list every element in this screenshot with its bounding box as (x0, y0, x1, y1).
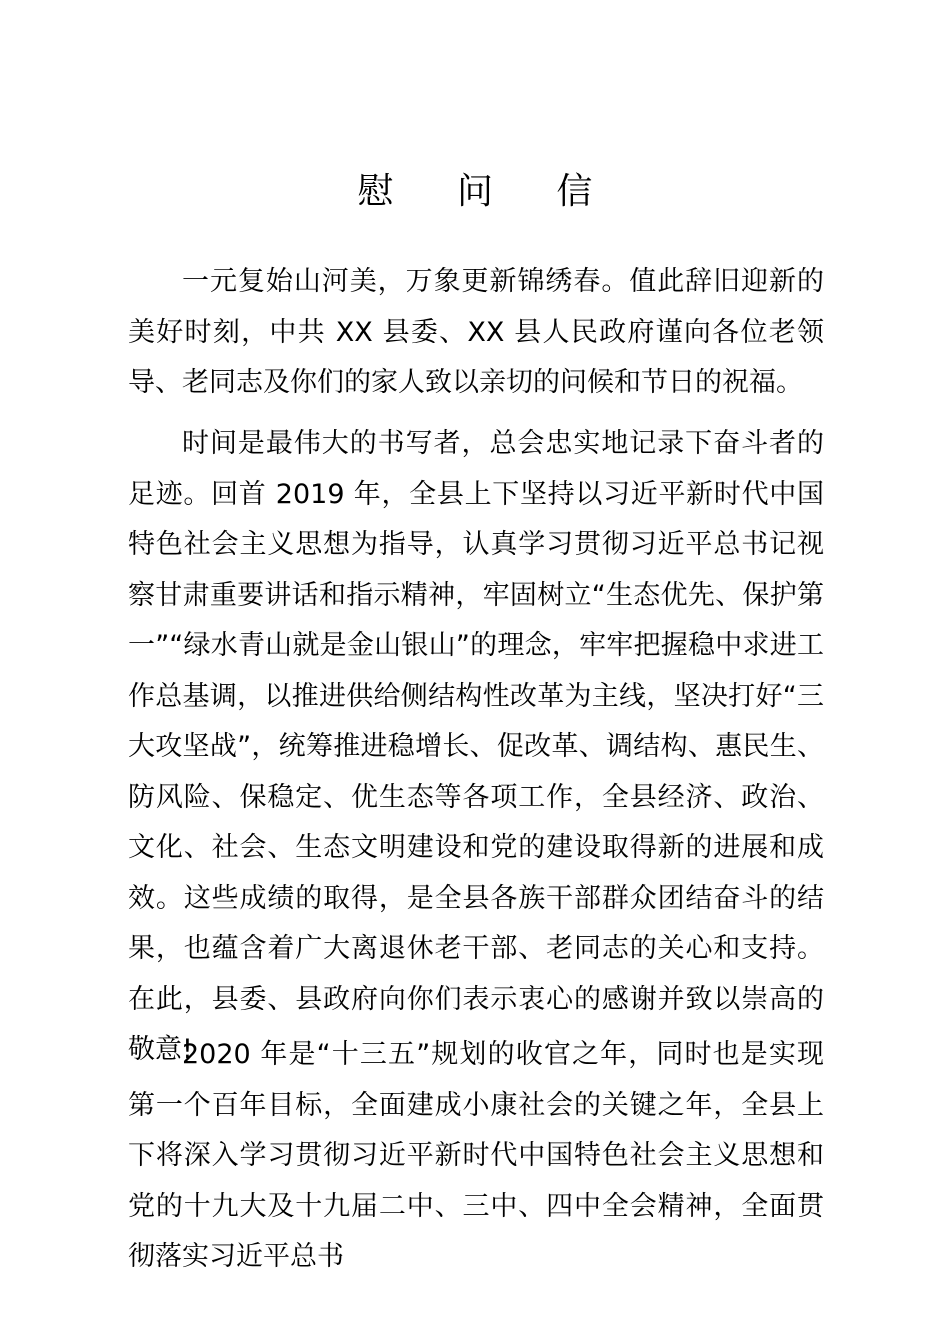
paragraph-review-2019: 时间是最伟大的书写者，总会忠实地记录下奋斗者的足迹。回首 2019 年，全县上下坚持以习近平新时代中国特色社会主义思想为指导，认真学习贯彻习近平总书记视察甘肃重要讲话和指示精神，牢固树立“生态优先、保护第一”“绿水青山就是金山银山”的理念，牢牢把握稳中求进工作总基调，以推进供给侧结构性改革为主线，坚决打好“三大攻坚战”，统筹推进稳增长、促改革、调结构、惠民生、防风险、保稳定、优生态等各项工作，全县经济、政治、文化、社会、生态文明建设和党的建设取得新的进展和成效。这些成绩的取得，是全县各族干部群众团结奋斗的结果，也蕴含着广大离退休老干部、老同志的关心和支持。在此，县委、县政府向你们表示衷心的感谢并致以崇高的敬意! (128, 428, 824, 1065)
paragraph-outlook-2020: 2020 年是“十三五”规划的收官之年，同时也是实现第一个百年目标，全面建成小康社会的关键之年，全县上下将深入学习贯彻习近平新时代中国特色社会主义思想和党的十九大及十九届二中、三中、四中全会精神，全面贯彻落实习近平总书 (128, 1039, 824, 1272)
document-title: 慰 问 信 (357, 171, 619, 212)
paragraph-greeting: 一元复始山河美，万象更新锦绣春。值此辞旧迎新的美好时刻，中共 XX 县委、XX 县人民政府谨向各位老领导、老同志及你们的家人致以亲切的问候和节日的祝福。 (128, 266, 824, 398)
